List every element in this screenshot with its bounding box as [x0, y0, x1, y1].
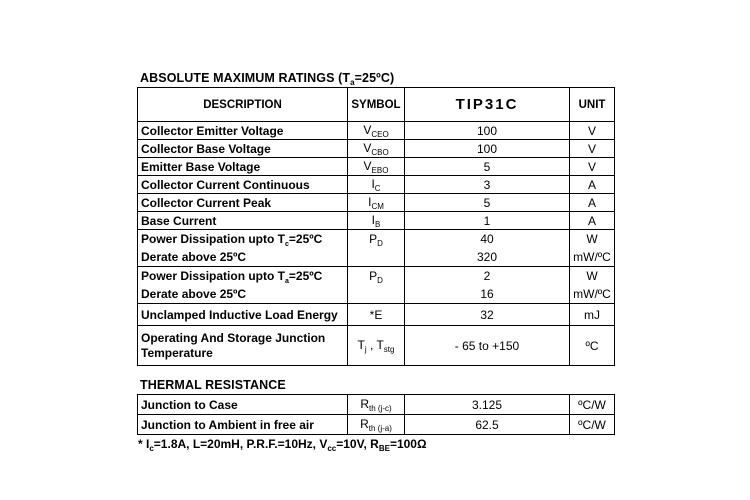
- table-row: [138, 395, 615, 415]
- row-symbol: $I_C$: [348, 176, 405, 194]
- row-symbol: $V_{CEO}$: [348, 122, 405, 140]
- description-header: DESCRIPTION: [138, 88, 348, 122]
- table-row: [138, 267, 615, 304]
- row-value: 3: [405, 176, 570, 194]
- row-symbol: $V_{EBO}$: [348, 158, 405, 176]
- absolute-maximum-ratings-table: [137, 87, 615, 366]
- symbol-header: SYMBOL: [348, 88, 405, 122]
- row-symbol: $I_B$: [348, 212, 405, 230]
- row-value: 100: [405, 122, 570, 140]
- row-unit: W mW/ºC: [570, 267, 615, 304]
- row-description: Unclamped Inductive Load Energy: [138, 304, 348, 326]
- row-symbol: $I_{CM}$: [348, 194, 405, 212]
- thermal-resistance-table: [137, 394, 615, 435]
- row-symbol: $P_D$: [348, 267, 405, 304]
- ratings-heading: ABSOLUTE MAXIMUM RATINGS $(T_a=25ºC)$: [140, 71, 395, 87]
- row-description: Operating And Storage Junction Temperature: [138, 326, 348, 366]
- row-value: - 65 to +150: [405, 326, 570, 366]
- row-description: Junction to Ambient in free air: [138, 415, 348, 435]
- row-symbol: *E: [348, 304, 405, 326]
- row-description: Collector Emitter Voltage: [138, 122, 348, 140]
- table-row: [138, 326, 615, 366]
- row-unit: V: [570, 140, 615, 158]
- table-row: [138, 194, 615, 212]
- row-symbol: $P_D$: [348, 230, 405, 267]
- row-value: 2 16: [405, 267, 570, 304]
- row-value: 3.125: [405, 395, 570, 415]
- row-unit: ºC: [570, 326, 615, 366]
- row-value: 32: [405, 304, 570, 326]
- row-symbol: $R_{th (j-c)}$: [348, 395, 405, 415]
- row-description: Collector Current Peak: [138, 194, 348, 212]
- table-row: [138, 176, 615, 194]
- row-symbol: $T_j$ , $T_{stg}$: [348, 326, 405, 366]
- row-value: 100: [405, 140, 570, 158]
- table-row: [138, 212, 615, 230]
- row-unit: ºC/W: [570, 415, 615, 435]
- footnote: * $I_c=1.8A$, L=20mH, P.R.F.=10Hz, $V_{cc}=10V$, $R_{BE}=100\Omega$: [138, 437, 427, 453]
- table-row: [138, 304, 615, 326]
- row-symbol: $R_{th (j-a)}$: [348, 415, 405, 435]
- row-unit: V: [570, 158, 615, 176]
- row-value: 5: [405, 158, 570, 176]
- table-row: [138, 230, 615, 267]
- model-header: TIP31C: [405, 88, 570, 122]
- row-description: Emitter Base Voltage: [138, 158, 348, 176]
- unit-header: UNIT: [570, 88, 615, 122]
- table-row: [138, 122, 615, 140]
- row-description: Base Current: [138, 212, 348, 230]
- row-value: 40 320: [405, 230, 570, 267]
- row-description: Power Dissipation upto $T_c=25ºC$ Derate above 25ºC: [138, 230, 348, 267]
- row-unit: A: [570, 194, 615, 212]
- table-header-row: [138, 88, 615, 122]
- row-description: Junction to Case: [138, 395, 348, 415]
- row-value: 1: [405, 212, 570, 230]
- row-unit: mJ: [570, 304, 615, 326]
- table-row: [138, 158, 615, 176]
- row-description: Power Dissipation upto $T_a=25ºC$ Derate above 25ºC: [138, 267, 348, 304]
- table-row: [138, 140, 615, 158]
- row-value: 62.5: [405, 415, 570, 435]
- row-unit: A: [570, 176, 615, 194]
- row-unit: V: [570, 122, 615, 140]
- row-description: Collector Current Continuous: [138, 176, 348, 194]
- thermal-resistance-heading: THERMAL RESISTANCE: [140, 378, 286, 392]
- row-unit: W mW/ºC: [570, 230, 615, 267]
- row-description: Collector Base Voltage: [138, 140, 348, 158]
- row-unit: ºC/W: [570, 395, 615, 415]
- row-unit: A: [570, 212, 615, 230]
- row-value: 5: [405, 194, 570, 212]
- row-symbol: $V_{CBO}$: [348, 140, 405, 158]
- table-row: [138, 415, 615, 435]
